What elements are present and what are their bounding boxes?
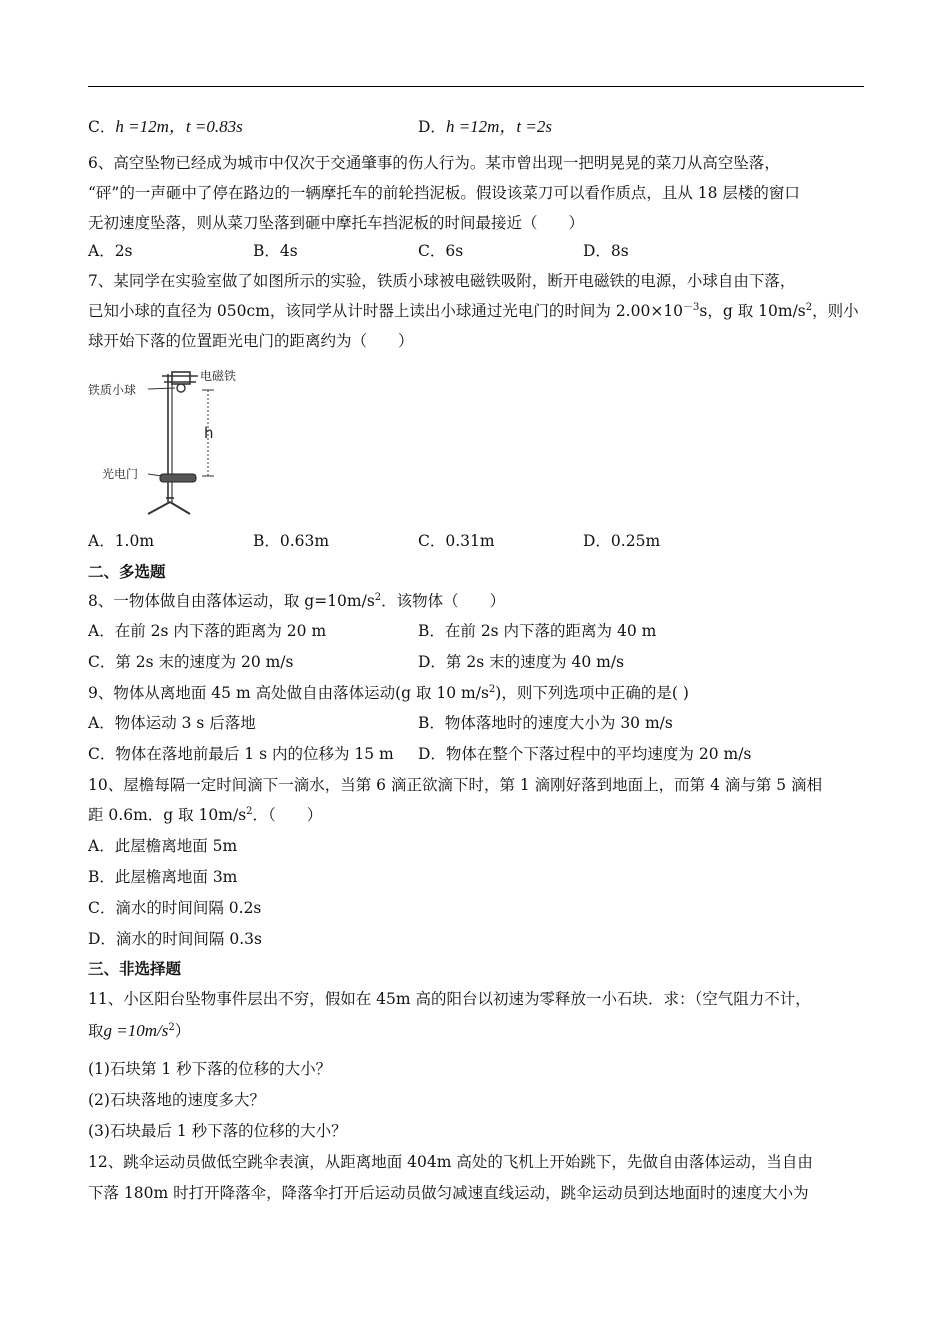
- q9-option-b: B．物体落地时的速度大小为 30 m/s: [418, 714, 673, 732]
- q11-line-2-suffix: ）: [174, 1022, 191, 1040]
- q6-option-d: D．8s: [583, 242, 629, 260]
- q7-apparatus-figure: [86, 362, 276, 522]
- q5-option-c-formula: h =12m，t =0.83s: [115, 117, 243, 136]
- q11-subquestion-1: (1)石块第 1 秒下落的位移的大小？: [88, 1060, 332, 1078]
- stand-base-right: [170, 502, 190, 514]
- q7-option-c: C．0.31m: [418, 532, 495, 550]
- section-2-title: 二、多选题: [88, 562, 166, 581]
- q8-option-b: B．在前 2s 内下落的距离为 40 m: [418, 622, 657, 640]
- q8-exponent: 2: [374, 591, 382, 603]
- label-electromagnet: 电磁铁: [200, 369, 237, 383]
- q5-option-d-label: D．: [418, 118, 446, 136]
- q9-option-a: A．物体运动 3 s 后落地: [88, 714, 256, 732]
- q9-option-d: D．物体在整个下落过程中的平均速度为 20 m/s: [418, 745, 752, 763]
- label-photogate: 光电门: [102, 467, 139, 481]
- q8-option-a: A．在前 2s 内下落的距离为 20 m: [88, 622, 327, 640]
- q7-line-1: 7、某同学在实验室做了如图所示的实验，铁质小球被电磁铁吸附，断开电磁铁的电源，小球自由下落，: [88, 272, 796, 290]
- q8-option-d: D．第 2s 末的速度为 40 m/s: [418, 653, 625, 671]
- q7-exponent-2: 2: [805, 301, 813, 313]
- stand-base-left: [148, 502, 170, 514]
- label-iron-ball: 铁质小球: [88, 383, 137, 397]
- q9-stem-part-a: 9、物体从离地面 45 m 高处做自由落体运动(g 取 10 m/s: [88, 684, 489, 702]
- header-rule: [88, 86, 864, 87]
- q11-formula: g =10m/s: [103, 1021, 169, 1040]
- q6-line-3: 无初速度坠落，则从菜刀坠落到砸中摩托车挡泥板的时间最接近（ ）: [88, 214, 585, 232]
- q8-stem: [88, 590, 505, 612]
- q11-subquestion-3: (3)石块最后 1 秒下落的位移的大小？: [88, 1122, 347, 1140]
- q10-option-c: C．滴水的时间间隔 0.2s: [88, 899, 262, 917]
- q12-line-1: 12、跳伞运动员做低空跳伞表演，从距离地面 404m 高处的飞机上开始跳下，先做自由落体运动，当自由: [88, 1153, 813, 1171]
- q10-line-2-part-a: 距 0.6m．g 取 10m/s: [88, 806, 247, 824]
- q10-option-b: B．此屋檐离地面 3m: [88, 868, 238, 886]
- q7-line-2: [88, 300, 859, 322]
- q5-option-d: [418, 116, 552, 138]
- gate-leader-line: [148, 474, 162, 476]
- q10-line-2: [88, 804, 322, 826]
- q6-option-a: A．2s: [88, 242, 133, 260]
- q6-line-1: 6、高空坠物已经成为城市中仅次于交通肇事的伤人行为。某市曾出现一把明晃晃的菜刀从高空坠落，: [88, 154, 780, 172]
- q11-exponent: 2: [168, 1021, 175, 1033]
- q9-stem-part-b: )，则下列选项中正确的是( ): [495, 684, 689, 702]
- q10-line-2-part-b: ．（ ）: [252, 806, 323, 824]
- q7-option-a: A．1.0m: [88, 532, 155, 550]
- q7-option-d: D．0.25m: [583, 532, 661, 550]
- q10-line-1: 10、屋檐每隔一定时间滴下一滴水，当第 6 滴正欲滴下时，第 1 滴刚好落到地面上，而第 4 滴与第 5 滴相: [88, 776, 823, 794]
- q10-option-a: A．此屋檐离地面 5m: [88, 837, 238, 855]
- q11-line-1: 11、小区阳台坠物事件层出不穷，假如在 45m 高的阳台以初速为零释放一小石块．求：（空气阻力不计，: [88, 990, 811, 1008]
- q9-option-c: C．物体在落地前最后 1 s 内的位移为 15 m: [88, 745, 394, 763]
- q10-exponent: 2: [246, 805, 253, 817]
- q7-exponent-1: －3: [683, 301, 700, 313]
- section-3-title: 三、非选择题: [88, 959, 182, 978]
- q11-subquestion-2: (2)石块落地的速度多大？: [88, 1091, 265, 1109]
- q6-line-2: “砰”的一声砸中了停在路边的一辆摩托车的前轮挡泥板。假设该菜刀可以看作质点，且从 18 层楼的窗口: [88, 184, 800, 202]
- q9-exponent: 2: [488, 683, 496, 695]
- q7-line-2-part-b: s，g 取 10m/s: [699, 302, 806, 320]
- q9-stem: [88, 682, 689, 704]
- q7-option-b: B．0.63m: [253, 532, 330, 550]
- q11-line-2: [88, 1020, 190, 1042]
- q6-option-c: C．6s: [418, 242, 464, 260]
- q7-line-3: 球开始下落的位置距光电门的距离约为（ ）: [88, 332, 414, 350]
- label-h: h: [204, 424, 214, 442]
- q12-line-2: 下落 180m 时打开降落伞，降落伞打开后运动员做匀减速直线运动，跳伞运动员到达地面时的速度大小为: [88, 1184, 809, 1202]
- iron-ball: [177, 384, 185, 392]
- photogate: [160, 474, 196, 482]
- q8-stem-part-b: ．该物体（ ）: [381, 592, 506, 610]
- q7-line-2-part-c: ，则小: [812, 302, 859, 320]
- q10-option-d: D．滴水的时间间隔 0.3s: [88, 930, 262, 948]
- ball-leader-line: [148, 388, 175, 389]
- q5-option-c: [88, 116, 243, 138]
- q8-stem-part-a: 8、一物体做自由落体运动，取 g=10m/s: [88, 592, 375, 610]
- q8-option-c: C．第 2s 末的速度为 20 m/s: [88, 653, 294, 671]
- q7-line-2-part-a: 已知小球的直径为 050cm，该同学从计时器上读出小球通过光电门的时间为 2.00×10: [88, 302, 684, 320]
- q5-option-c-label: C．: [88, 118, 116, 136]
- q11-line-2-prefix: 取: [88, 1022, 104, 1040]
- q5-option-d-formula: h =12m，t =2s: [445, 117, 552, 136]
- q6-option-b: B．4s: [253, 242, 298, 260]
